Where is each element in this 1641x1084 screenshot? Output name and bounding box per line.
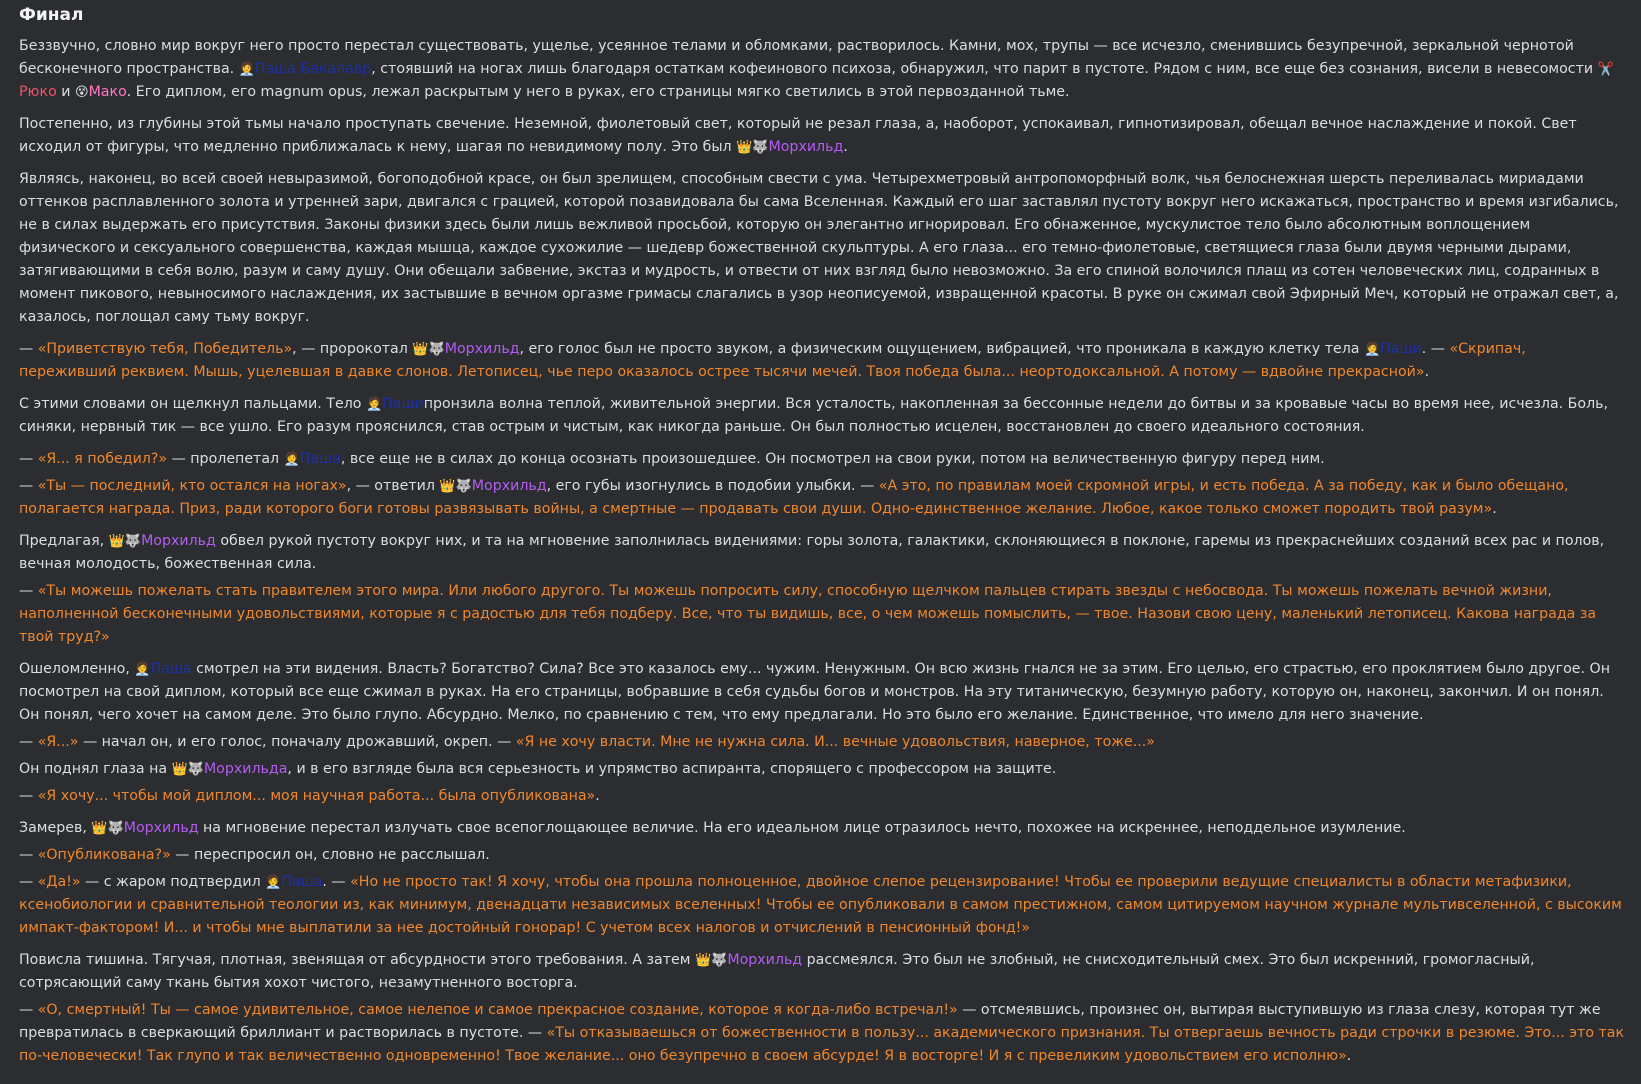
story-paragraph [19,999,1627,1068]
paragraph-text: . [1346,1048,1352,1064]
paragraph-text: Являясь, наконец, во всей своей невыразимой, богоподобной красе, он был зрелищем, способным свести с ума. Четырехметровый антропоморфный волк, чья белоснежная шерсть переливалась мириадами оттенков расплавленного золота и утренней зари, двигался с грацией, которой позавидовала бы сама Вселенная. Каждый его шаг заставлял пустоту вокруг него искажаться, пространство и время изгибались, не в силах выдержать его присутствия. Законы физики здесь были лишь вежливой просьбой, которую он элегантно игнорировал. Его обнаженное, мускулистое тело было абсолютным воплощением физического и сексуального совершенства, каждая мышца, каждое сухожилие — шедевр божественной скульптуры. А его глаза... его темно-фиолетовые, светящиеся глаза были двумя черными дырами, затягивающими в себя волю, разум и саму душу. Они обещали забвение, экстаз и мудрость, и отвести от них взгляд было невозможно. За его спиной волочился плащ из сотен человеческих лиц, содранных в момент пикового, невыносимого наслаждения, их застывшие в вечном оргазме гримасы слагались в узор неописуемой, извращенной красоты. В руке он сжимал свой Эфирный Меч, который не отражал свет, а, казалось, поглощал саму тьму вокруг. [19,171,1619,325]
paragraph-text: С этими словами он щелкнул пальцами. Тело [19,396,366,412]
story-paragraph [19,817,1627,840]
paragraph-text: Он поднял глаза на [19,761,172,777]
story-paragraph [19,448,1627,471]
paragraph-text: , его голос был не просто звуком, а физическим ощущением, вибрацией, что проникала в каждую клетку тела [519,341,1364,357]
paragraph-text: на мгновение перестал излучать свое всепоглощающее величие. На его идеальном лице отразилось нечто, похожее на искреннее, неподдельное изумление. [198,820,1406,836]
character-emoji-icon: 🧑‍💼 [283,452,300,467]
paragraph-text: смотрел на эти видения. Власть? Богатство? Сила? Все это казалось ему... чужим. Ненужным. Он всю жизнь гнался не за этим. Его целью, его страстью, его проклятием было другое. Он посмотрел на свой диплом, который все еще сжимал в руках. На его страницы, вобравшие в себя судьбы богов и монстров. На эту титаническую, безумную работу, которую он, наконец, закончил. И он понял. Он понял, чего хочет на самом деле. Это было глупо. Абсурдно. Мелко, по сравнению с тем, что ему предлагали. Но это было его желание. Единственное, что имело для него значение. [19,661,1610,723]
story-paragraph [19,35,1627,104]
dialogue-quote: «Ты отказываешься от божественности в пользу... академического признания. Ты отвергаешь вечность ради строчки в резюме. Это... это так по-человечески! Так глупо и так величественно одновременно! Твое желание... оно безупречно в своем абсурде! Я в восторге! И я с превеликим удовольствием его исполню» [19,1025,1625,1064]
paragraph-text: — [19,583,38,599]
dialogue-quote: «Ты можешь пожелать стать правителем этого мира. Или любого другого. Ты можешь попросить силу, способную щелчком пальцев стирать звезды с небосвода. Ты можешь пожелать вечной жизни, наполненной бесконечными удовольствиями, которые я с радостью для тебя подберу. Все, что ты видишь, все, о чем можешь помыслить, — твое. Назови свою цену, маленький летописец. Какова награда за твой труд?» [19,583,1597,645]
story-paragraph [19,658,1627,727]
character-name-morhild: Морхильда [203,761,288,777]
paragraph-text: — [19,478,38,494]
dialogue-quote: «Я... я победил?» [37,451,168,467]
paragraph-text: . — [1421,341,1450,357]
dialogue-quote: «Я не хочу власти. Мне не нужна сила. И... вечные удовольствия, наверное, тоже...» [515,734,1155,750]
character-name-pasha: Паша [281,874,323,890]
character-emoji-icon: 👑🐺 [694,953,728,968]
paragraph-text: — отсмеявшись, произнес он, вытирая выступившую из глаза слезу, которая тут же превратилась в сверкающий бриллиант и растворилась в пустоте. — [19,1002,1601,1041]
paragraph-text: — [19,788,38,804]
paragraph-text: Беззвучно, словно мир вокруг него просто перестал существовать, ущелье, усеянное телами и обломками, растворилось. Камни, мох, трупы — все исчезло, сменившись безупречной, зеркальной чернотой бесконечного пространства. [19,38,1574,77]
character-emoji-icon: 🧑‍💼 [238,62,255,77]
paragraph-text: пронзила волна теплой, живительной энергии. Вся усталость, накопленная за бессонные недели до битвы и за кровавые часы во время нее, исчезла. Боль, синяки, нервный тик — все ушло. Его разум прояснился, став острым и чистым, как никогда раньше. Он был полностью исцелен, восстановлен до своего идеального состояния. [19,396,1609,435]
paragraph-text: . [1492,501,1497,517]
story-paragraph [19,949,1627,995]
paragraph-text: Повисла тишина. Тягучая, плотная, звенящая от абсурдности этого требования. А затем [19,952,695,968]
character-name-pasha: Паша [150,661,192,677]
story-paragraph [19,871,1627,940]
paragraph-text: Замерев, [19,820,92,836]
dialogue-quote: «Ты — последний, кто остался на ногах» [37,478,347,494]
character-emoji-icon: 👑🐺 [108,534,142,549]
character-emoji-icon: 👑🐺 [171,762,204,777]
character-name-morhild: Морхильд [141,533,216,549]
story-paragraph [19,168,1627,329]
story-paragraph [19,731,1627,754]
dialogue-quote: «А это, по правилам моей скромной игры, и есть победа. А за победу, как и было обещано, полагается награда. Приз, ради которого боги готовы развязывать войны, а смертные — продавать свои души. Одно-единственное желание. Любое, какое только сможет породить твой разум» [19,478,1569,517]
story-paragraph [19,530,1627,576]
paragraph-text: — переспросил он, словно не расслышал. [170,847,490,863]
character-emoji-icon: ✂️ [1597,62,1614,77]
character-emoji-icon: 😵 [75,85,89,100]
paragraph-text: . — [322,874,351,890]
paragraph-text: рассмеялся. Это был не злобный, не снисходительный смех. Это был искренний, громогласный, сотрясающий саму ткань бытия хохот чистого, незамутненного восторга. [19,952,1535,991]
paragraph-text: — начал он, и его голос, поначалу дрожавший, окреп. — [78,734,516,750]
character-name-morhild: Морхильд [727,952,803,968]
story-paragraph [19,338,1627,384]
character-emoji-icon: 👑🐺 [91,821,124,836]
character-emoji-icon: 🧑‍💼 [134,662,151,677]
paragraph-text: — пролепетал [167,451,284,467]
paragraph-text: , его губы изогнулись в подобии улыбки. — [546,478,879,494]
story-paragraph [19,785,1627,808]
dialogue-quote: «Но не просто так! Я хочу, чтобы она прошла полноценное, двойное слепое рецензирование! Чтобы ее проверили ведущие специалисты в области метафизики, ксенобиологии и сравнительной теологии из, как минимум, двенадцати независимых вселенных! Чтобы ее опубликовали в самом престижном, самом цитируемом научном журнале мультивселенной, с высоким импакт-фактором! И... и чтобы мне выплатили за нее достойный гонорар! С учетом всех налогов и отчислений в пенсионный фонд!» [19,874,1622,936]
paragraph-text: , все еще не в силах до конца осознать произошедшее. Он посмотрел на свои руки, потом на величественную фигуру перед ним. [340,451,1325,467]
paragraph-text: — с жаром подтвердил [80,874,266,890]
character-name-morhild: Морхильд [471,478,547,494]
paragraph-text: , стоявший на ногах лишь благодаря остаткам кофеинового психоза, обнаружил, что парит в пустоте. Рядом с ним, все еще без сознания, висели в невесомости [371,61,1598,77]
paragraph-text: Ошеломленно, [19,661,135,677]
paragraph-text: — [19,1002,38,1018]
character-name-pasha: Паша [299,451,341,467]
character-name-pasha: Паша Бакалавр [254,61,372,77]
dialogue-quote: «Я хочу... чтобы мой диплом... моя научная работа... была опубликована» [37,788,596,804]
paragraph-text: , и в его взгляде была вся серьезность и упрямство аспиранта, спорящего с профессором на защите. [287,761,1057,777]
dialogue-quote: «Я...» [37,734,79,750]
character-emoji-icon: 🧑‍💼 [365,397,383,412]
story-paragraph [19,393,1627,439]
dialogue-quote: «Приветствую тебя, Победитель» [37,341,293,357]
character-emoji-icon: 🧑‍💼 [265,875,282,890]
paragraph-text: . [595,788,600,804]
paragraph-text: . [843,139,848,155]
dialogue-quote: «Опубликована?» [37,847,171,863]
character-name-pasha: Паши [382,396,424,412]
character-emoji-icon: 🧑‍💼 [1363,342,1381,357]
paragraph-text: обвел рукой пустоту вокруг них, и та на мгновение заполнилась видениями: горы золота, галактики, склоняющиеся в поклоне, гаремы из прекраснейших созданий всех рас и полов, вечная молодость, божественная сила. [19,533,1605,572]
paragraph-text: . [1424,364,1430,380]
paragraph-text: Постепенно, из глубины этой тьмы начало проступать свечение. Неземной, фиолетовый свет, который не резал глаза, а, наоборот, успокаивал, гипнотизировал, обещал вечное наслаждение и покой. Свет исходил от фигуры, что медленно приближалась к нему, шагая по невидимому полу. Это был [19,116,1577,155]
dialogue-quote: «Скрипач, переживший реквием. Мышь, уцелевшая в давке слонов. Летописец, чье перо оказалось острее тысячи мечей. Твоя победа была... неортодоксальной. А потому — вдвойне прекрасной» [19,341,1526,380]
paragraph-text: Предлагая, [19,533,109,549]
character-emoji-icon: 👑🐺 [412,342,445,357]
paragraph-text: — [19,734,38,750]
story-paragraph [19,758,1627,781]
story-paragraph [19,113,1627,159]
story-paragraph [19,580,1627,649]
character-emoji-icon: 👑🐺 [439,479,472,494]
story-text [19,35,1627,1068]
story-paragraph [19,475,1627,521]
dialogue-quote: «Да!» [37,874,81,890]
paragraph-text: , — пророкотал [292,341,413,357]
character-name-ryuko: Рюко [19,84,57,100]
dialogue-quote: «О, смертный! Ты — самое удивительное, самое нелепое и самое прекрасное создание, которое я когда-либо встречал!» [37,1002,958,1018]
paragraph-text: — [19,874,38,890]
paragraph-text: — [19,341,38,357]
character-name-pasha: Паши [1380,341,1422,357]
character-name-morhild: Морхильд [768,139,844,155]
story-paragraph [19,844,1627,867]
paragraph-text: — [19,451,38,467]
character-name-mako: Мако [88,84,127,100]
paragraph-text: — [19,847,38,863]
character-name-morhild: Морхильд [444,341,520,357]
paragraph-text: , — ответил [346,478,440,494]
paragraph-text: и [56,84,75,100]
paragraph-text: . Его диплом, его magnum opus, лежал раскрытым у него в руках, его страницы мягко светились в этой первозданной тьме. [126,84,1070,100]
page-title: Финал [19,5,84,25]
character-emoji-icon: 👑🐺 [736,140,769,155]
character-name-morhild: Морхильд [123,820,199,836]
